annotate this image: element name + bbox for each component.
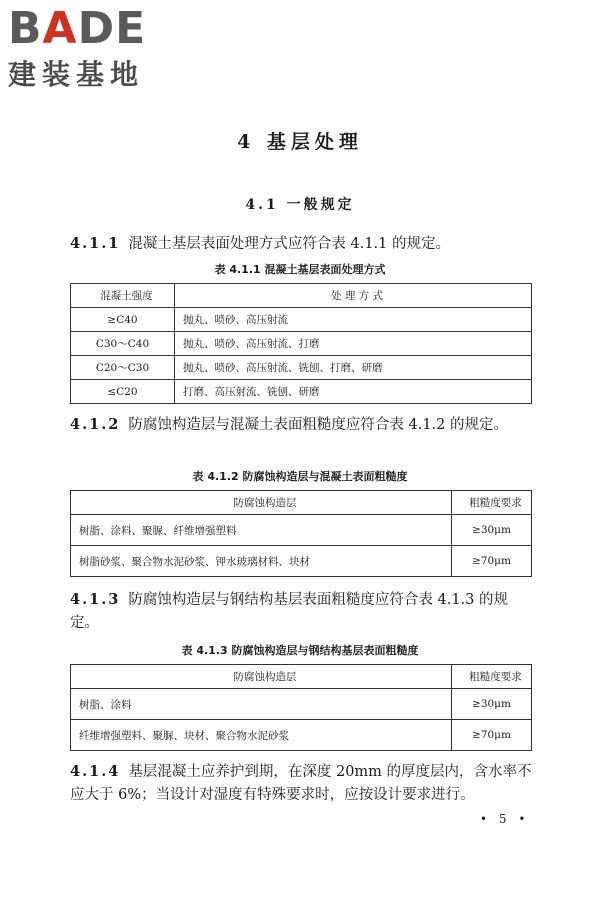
table-cell: 打磨、高压射流、铣刨、研磨 [175, 380, 532, 404]
section-title: 4.1 一般规定 [245, 197, 355, 213]
table-cell: 抛丸、喷砂、高压射流、打磨 [175, 332, 532, 356]
table-cell: C20～C30 [71, 356, 175, 380]
clause-text: 混凝土基层表面处理方式应符合表 4.1.1 的规定。 [128, 236, 450, 252]
table-cell: 树脂砂浆、聚合物水泥砂浆、钾水玻璃材料、块材 [71, 546, 452, 577]
clause-number: 4.1.3 [70, 591, 121, 608]
table-cell: 树脂、涂料 [71, 689, 452, 720]
page-number: • 5 • [480, 812, 530, 826]
column-header: 粗糙度要求 [452, 665, 532, 689]
table-row [71, 332, 532, 356]
table-cell: ≥C40 [71, 308, 175, 332]
table-cell: ≥30μm [452, 515, 532, 546]
column-header: 处 理 方 式 [175, 284, 532, 308]
table-caption-4-1-2: 表 4.1.2 防腐蚀构造层与混凝土表面粗糙度 [192, 470, 408, 483]
table-row [71, 515, 532, 546]
table-cell: ≤C20 [71, 380, 175, 404]
table-header-row [71, 284, 532, 308]
table-cell: 纤维增强塑料、聚脲、块材、聚合物水泥砂浆 [71, 720, 452, 751]
table-cell: 树脂、涂料、聚脲、纤维增强塑料 [71, 515, 452, 546]
column-header: 混凝土强度 [71, 284, 175, 308]
table-cell: ≥30μm [452, 689, 532, 720]
clause-4-1-4 [70, 760, 532, 807]
clause-text: 防腐蚀构造层与混凝土表面粗糙度应符合表 4.1.2 的规定。 [128, 417, 508, 433]
table-cell: ≥70μm [452, 546, 532, 577]
table-cell: ≥70μm [452, 720, 532, 751]
clause-4-1-3 [70, 588, 532, 635]
table-row [71, 308, 532, 332]
table-cell: 抛丸、喷砂、高压射流 [175, 308, 532, 332]
table-row [71, 356, 532, 380]
column-header: 粗糙度要求 [452, 491, 532, 515]
bade-logo [8, 4, 146, 94]
chapter-title: 4 基层处理 [237, 131, 363, 153]
table-row [71, 380, 532, 404]
table-cell: 抛丸、喷砂、高压射流、铣刨、打磨、研磨 [175, 356, 532, 380]
clause-text: 防腐蚀构造层与钢结构基层表面粗糙度应符合表 4.1.3 的规定。 [70, 592, 508, 631]
clause-number: 4.1.1 [70, 235, 121, 252]
table-header-row [71, 665, 532, 689]
table-row [71, 720, 532, 751]
logo-subtitle: 建装基地 [8, 58, 145, 91]
column-header: 防腐蚀构造层 [71, 665, 452, 689]
concrete-roughness-table [70, 490, 532, 577]
clause-text: 基层混凝土应养护到期，在深度 20mm 的厚度层内，含水率不应大于 6%；当设计对湿度有特殊要求时，应按设计要求进行。 [70, 764, 532, 803]
table-cell: C30～C40 [71, 332, 175, 356]
clause-4-1-2 [70, 413, 532, 437]
table-caption-4-1-3: 表 4.1.3 防腐蚀构造层与钢结构基层表面粗糙度 [181, 644, 419, 657]
table-row [71, 689, 532, 720]
table-caption-4-1-1: 表 4.1.1 混凝土基层表面处理方式 [214, 263, 386, 276]
clause-number: 4.1.2 [70, 416, 121, 433]
table-row [71, 546, 532, 577]
surface-treatment-table [70, 283, 532, 404]
clause-number: 4.1.4 [70, 763, 121, 780]
column-header: 防腐蚀构造层 [71, 491, 452, 515]
steel-roughness-table [70, 664, 532, 751]
clause-4-1-1 [70, 232, 532, 256]
logo-wordmark: BADE [8, 3, 147, 54]
table-header-row [71, 491, 532, 515]
